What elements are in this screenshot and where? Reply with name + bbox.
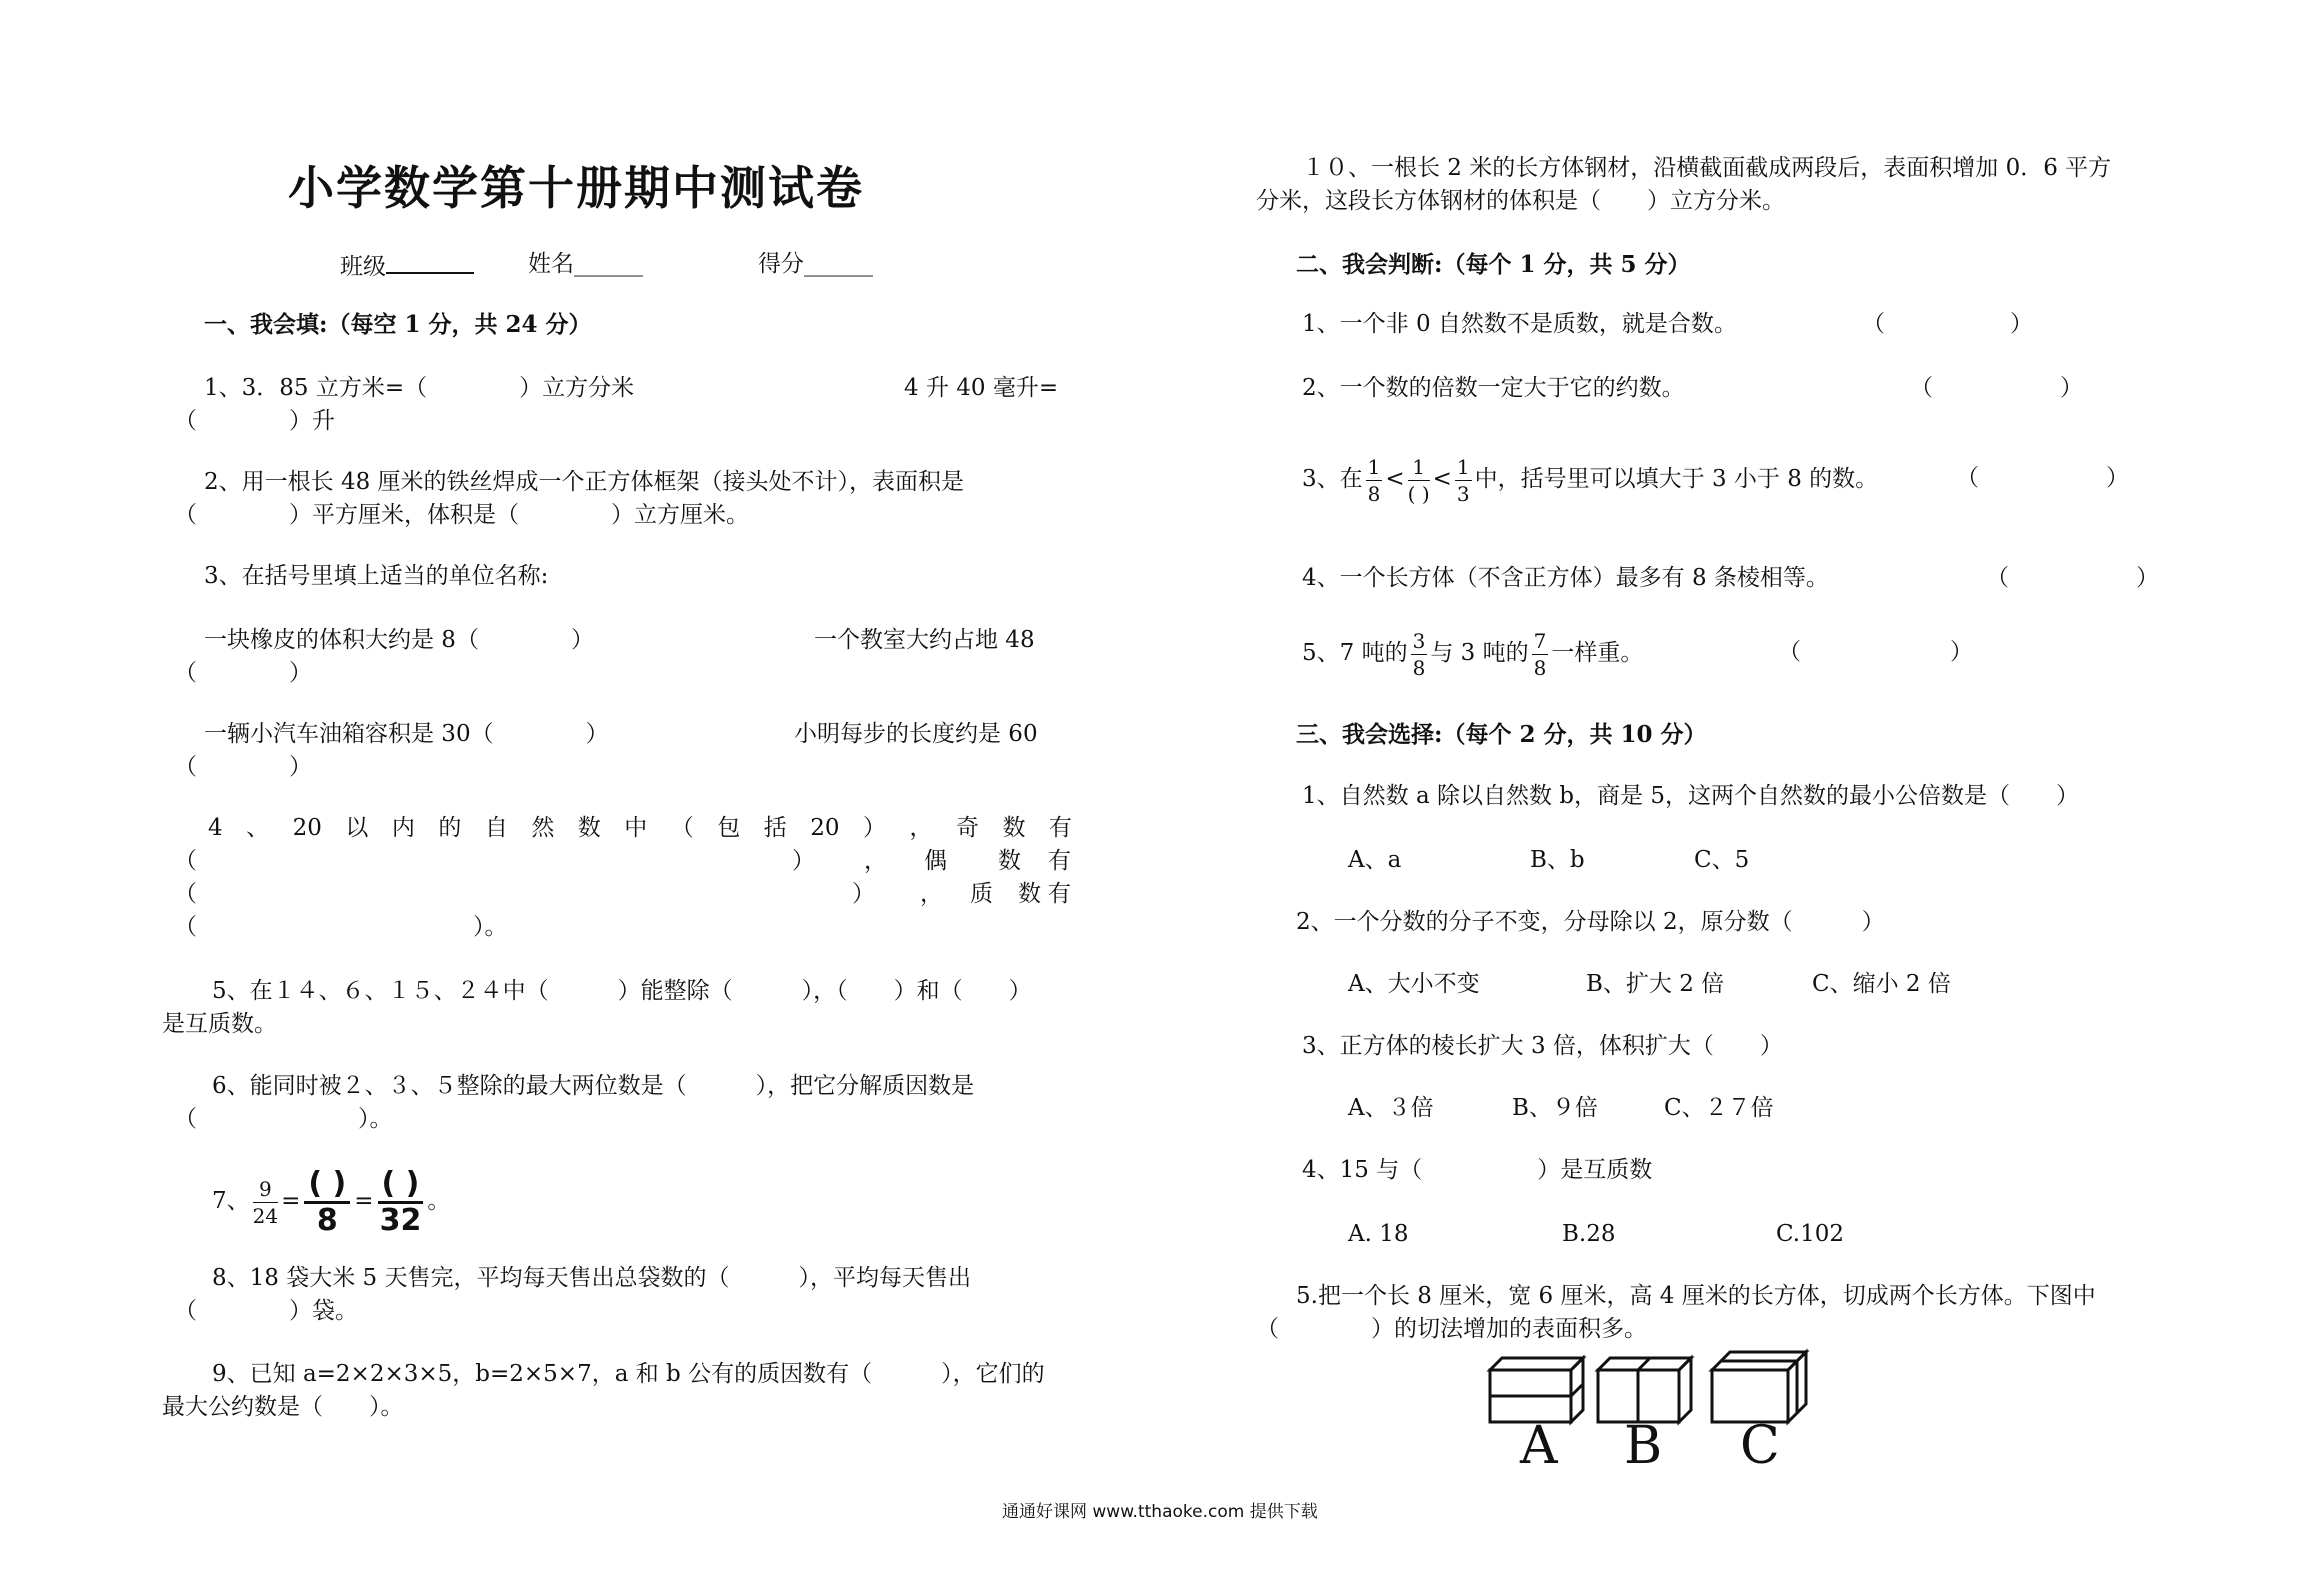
section1-heading: 一、我会填:（每空 1 分，共 24 分） bbox=[204, 311, 592, 338]
choice-1: 1、自然数 a 除以自然数 b，商是 5，这两个自然数的最小公倍数是（ ） bbox=[1302, 783, 2079, 809]
q4-line1: 4 、 20 以 内 的 自 然 数 中 （ 包 括 20 ） ， 奇 数 有 bbox=[208, 815, 1072, 841]
q2-line1: 2、用一根长 48 厘米的铁丝焊成一个正方体框架（接头处不计），表面积是 bbox=[204, 469, 965, 495]
judge-5-fraction-1: $\frac{3}{8}$ bbox=[1412, 628, 1426, 680]
q8-line2: （ ）袋。 bbox=[174, 1298, 358, 1324]
choice-1-option-a[interactable]: A、a bbox=[1348, 847, 1402, 873]
class-field bbox=[340, 248, 474, 284]
q6-line2: （ ）。 bbox=[174, 1106, 393, 1132]
judge-3-fraction-1: $\frac{1}{8}$ bbox=[1367, 454, 1381, 506]
choice-5-line1: 5.把一个长 8 厘米，宽 6 厘米，高 4 厘米的长方体，切成两个长方体。下图中 bbox=[1296, 1283, 2096, 1309]
q10-line2: 分米，这段长方体钢材的体积是（ ）立方分米。 bbox=[1256, 188, 1785, 214]
judge-2-paren-close: ） bbox=[2060, 375, 2083, 401]
q7-blank-fraction-32: ( ) 32 bbox=[378, 1169, 424, 1236]
judge-4: 4、一个长方体（不含正方体）最多有 8 条棱相等。 bbox=[1302, 565, 1829, 591]
choice-4-option-a[interactable]: A. 18 bbox=[1348, 1221, 1409, 1247]
q3-item-a: 一块橡皮的体积大约是 8（ ） bbox=[204, 627, 594, 653]
q9-line2: 最大公约数是（ ）。 bbox=[162, 1394, 404, 1420]
choice-4-option-c[interactable]: C.102 bbox=[1776, 1221, 1844, 1247]
q7-blank-fraction-8: ( ) 8 bbox=[304, 1169, 350, 1236]
cuboid-b-label: B bbox=[1624, 1416, 1663, 1476]
choice-1-option-b[interactable]: B、b bbox=[1530, 847, 1585, 873]
judge-5: 5、7 吨的 $\frac{3}{8}$ 与 3 吨的 $\frac{7}{8}$ 一样重。 bbox=[1302, 628, 1644, 680]
judge-3-paren-close: ） bbox=[2106, 465, 2129, 491]
judge-4-paren-open[interactable]: （ bbox=[1986, 565, 2009, 591]
choice-3: 3、正方体的棱长扩大 3 倍，体积扩大（ ） bbox=[1302, 1033, 1783, 1059]
q2-line2: （ ）平方厘米，体积是（ ）立方厘米。 bbox=[174, 502, 749, 528]
choice-1-option-c[interactable]: C、5 bbox=[1694, 847, 1750, 873]
score-field: 得分______ bbox=[758, 251, 873, 277]
judge-3: 3、在 $\frac{1}{8}$ < $\frac{1}{( )}$ < $\frac{1}{3}$ 中，括号里可以填大于 3 小于 8 的数。 bbox=[1302, 454, 1879, 506]
judge-5-paren-close: ） bbox=[1950, 639, 1973, 665]
choice-3-option-b[interactable]: B、９倍 bbox=[1512, 1095, 1598, 1121]
q8-line1: 8、18 袋大米 5 天售完，平均每天售出总袋数的（ ），平均每天售出 bbox=[212, 1265, 971, 1291]
q3-heading: 3、在括号里填上适当的单位名称: bbox=[204, 563, 549, 589]
q1-part-b: 4 升 40 毫升= bbox=[904, 375, 1059, 401]
choice-3-option-a[interactable]: A、３倍 bbox=[1348, 1095, 1434, 1121]
choice-3-option-c[interactable]: C、２７倍 bbox=[1664, 1095, 1774, 1121]
q6-line1: 6、能同时被２、３、５整除的最大两位数是（ ），把它分解质因数是 bbox=[212, 1073, 975, 1099]
cuboid-a-label: A bbox=[1520, 1416, 1558, 1476]
q3-item-e: 小明每步的长度约是 60 bbox=[794, 721, 1038, 747]
section2-heading: 二、我会判断:（每个 1 分，共 5 分） bbox=[1296, 251, 1691, 278]
q5-line2: 是互质数。 bbox=[162, 1011, 277, 1037]
cuboid-c-figure[interactable] bbox=[1712, 1352, 1806, 1422]
q1-part-c: （ ）升 bbox=[174, 408, 335, 434]
choice-2-option-a[interactable]: A、大小不变 bbox=[1348, 971, 1480, 997]
class-label: 班级 bbox=[340, 254, 386, 280]
q3-item-d: 一辆小汽车油箱容积是 30（ ） bbox=[204, 721, 609, 747]
judge-4-paren-close: ） bbox=[2136, 565, 2159, 591]
q4-line4: （ ）。 bbox=[174, 914, 508, 940]
cuboid-c-label: C bbox=[1740, 1416, 1780, 1476]
q3-item-c: （ ） bbox=[174, 660, 312, 686]
page-title: 小学数学第十册期中测试卷 bbox=[288, 161, 864, 215]
name-field: 姓名______ bbox=[528, 251, 643, 277]
class-blank[interactable] bbox=[386, 248, 474, 274]
page-footer: 通通好课网 www.tthaoke.com 提供下载 bbox=[1002, 1502, 1318, 1522]
judge-5-paren-open[interactable]: （ bbox=[1778, 639, 1801, 665]
judge-3-paren-open[interactable]: （ bbox=[1956, 465, 1979, 491]
choice-2-option-c[interactable]: C、缩小 2 倍 bbox=[1812, 971, 1951, 997]
choice-4-option-b[interactable]: B.28 bbox=[1562, 1221, 1616, 1247]
q7-fraction: $\frac{9}{24}$ bbox=[252, 1176, 279, 1228]
q3-item-b: 一个教室大约占地 48 bbox=[814, 627, 1035, 653]
judge-1-paren-close: ） bbox=[2010, 311, 2033, 337]
judge-3-fraction-blank: $\frac{1}{( )}$ bbox=[1407, 454, 1430, 506]
judge-5-fraction-2: $\frac{7}{8}$ bbox=[1533, 628, 1547, 680]
cuboid-b-figure[interactable] bbox=[1598, 1358, 1691, 1422]
choice-4: 4、15 与（ ）是互质数 bbox=[1302, 1157, 1653, 1183]
judge-1: 1、一个非 0 自然数不是质数，就是合数。 bbox=[1302, 311, 1737, 337]
q10-line1: １０、一根长 2 米的长方体钢材，沿横截面截成两段后，表面积增加 0．6 平方 bbox=[1302, 155, 2112, 181]
judge-2: 2、一个数的倍数一定大于它的约数。 bbox=[1302, 375, 1685, 401]
q7-line: 7、 $\frac{9}{24}$ = ( ) 8 = ( ) 32 。 bbox=[212, 1165, 451, 1238]
q5-line1: 5、在１４、６、１５、２４中（ ）能整除（ ），（ ）和（ ） bbox=[212, 978, 1032, 1004]
q3-item-f: （ ） bbox=[174, 754, 312, 780]
cuboid-a-figure[interactable] bbox=[1490, 1358, 1583, 1422]
choice-2-option-b[interactable]: B、扩大 2 倍 bbox=[1586, 971, 1725, 997]
judge-1-paren-open[interactable]: （ bbox=[1862, 311, 1885, 337]
judge-2-paren-open[interactable]: （ bbox=[1910, 375, 1933, 401]
q1-part-a: 1、3．85 立方米=（ ）立方分米 bbox=[204, 375, 635, 401]
section3-heading: 三、我会选择:（每个 2 分，共 10 分） bbox=[1296, 721, 1707, 748]
choice-2: 2、一个分数的分子不变，分母除以 2，原分数（ ） bbox=[1296, 909, 1885, 935]
choice-5-line2: （ ）的切法增加的表面积多。 bbox=[1256, 1316, 1647, 1342]
q9-line1: 9、已知 a=2×2×3×5，b=2×5×7，a 和 b 公有的质因数有（ ），它们的 bbox=[212, 1361, 1045, 1387]
judge-3-fraction-3: $\frac{1}{3}$ bbox=[1456, 454, 1470, 506]
